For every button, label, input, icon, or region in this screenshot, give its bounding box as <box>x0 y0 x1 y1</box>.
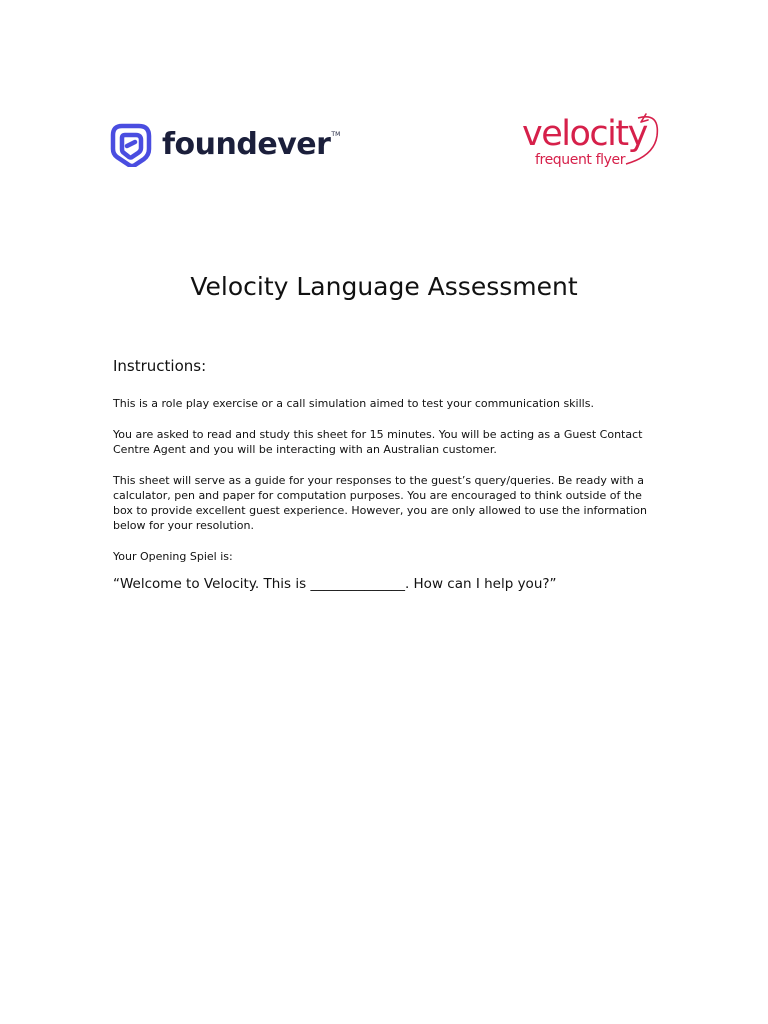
paragraph-opening-spiel-label: Your Opening Spiel is: <box>113 550 233 563</box>
paragraph-guide: This sheet will serve as a guide for your responses to the guest’s query/queries. Be ready with a calculator, pen and paper for computation purposes. You are encouraged to think outside of the box to provide excellent guest experience. However, you are only allowed to use the information below for your resolution. <box>113 474 647 532</box>
velocity-logo <box>520 110 665 172</box>
paragraph-study: You are asked to read and study this sheet for 15 minutes. You will be acting as a Guest Contact Centre Agent and you will be interacting with an Australian customer. <box>113 428 643 456</box>
opening-spiel: “Welcome to Velocity. This is ______________. How can I help you?” <box>113 576 557 592</box>
foundever-trademark: TM <box>331 131 341 138</box>
velocity-subtitle: frequent flyer <box>535 152 626 168</box>
instructions-section <box>113 354 658 594</box>
paragraph-intro: This is a role play exercise or a call simulation aimed to test your communication skills. <box>113 397 594 410</box>
page-title: Velocity Language Assessment <box>190 272 578 301</box>
velocity-wordmark: velocity <box>522 114 647 154</box>
foundever-wordmark: foundever <box>162 126 331 162</box>
instructions-heading: Instructions: <box>113 357 207 375</box>
foundever-mark-icon <box>108 121 154 167</box>
foundever-logo <box>108 121 340 167</box>
